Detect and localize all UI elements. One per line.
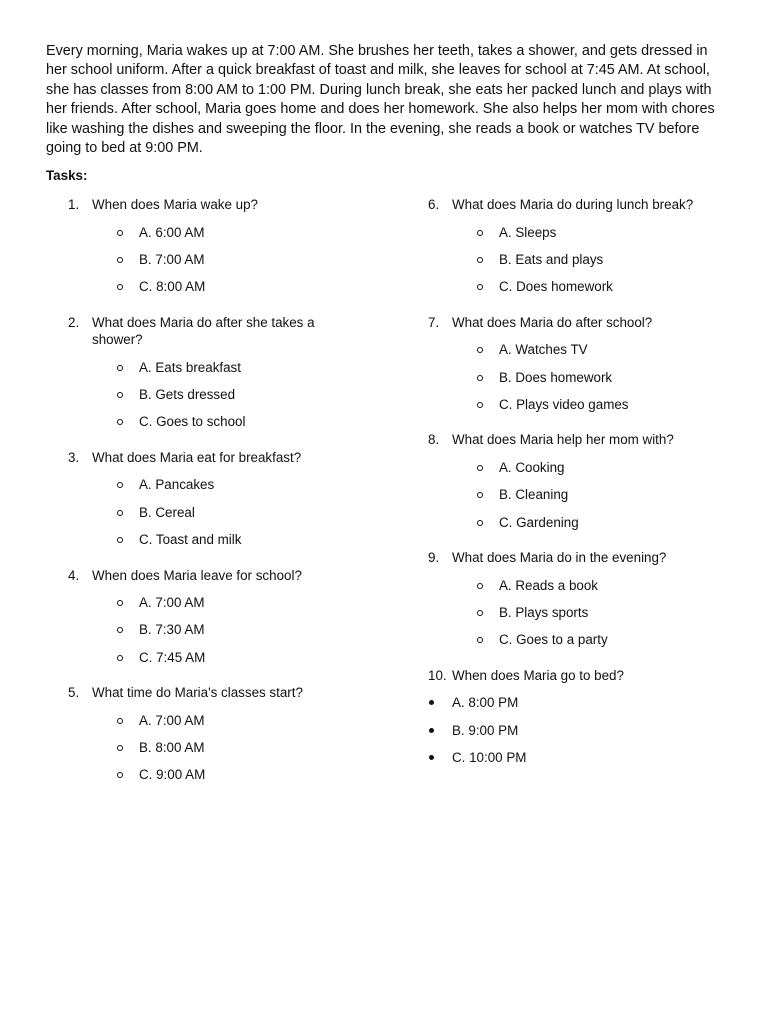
option-text: A. Eats breakfast <box>139 359 241 375</box>
answer-option <box>68 766 348 793</box>
question-text: When does Maria go to bed? <box>452 667 624 683</box>
answer-option <box>68 531 348 558</box>
question-4 <box>68 567 348 585</box>
answer-option <box>428 514 728 541</box>
question-text: What does Maria do in the evening? <box>452 550 667 566</box>
question-2 <box>68 314 348 349</box>
option-text: A. 6:00 AM <box>139 224 205 240</box>
option-text: B. 7:00 AM <box>139 251 205 267</box>
question-text: What does Maria do after she takes a shower? <box>92 314 315 348</box>
answer-option <box>428 278 728 305</box>
answer-option <box>68 413 348 440</box>
option-text: A. Reads a book <box>499 577 599 593</box>
circle-bullet-icon <box>477 465 483 471</box>
option-text: C. 9:00 AM <box>139 767 206 783</box>
answer-option <box>428 396 728 423</box>
circle-bullet-icon <box>117 284 123 290</box>
disc-bullet-icon <box>429 755 434 760</box>
answer-option <box>68 712 348 739</box>
answer-option <box>428 224 728 251</box>
question-7-options <box>428 341 728 423</box>
question-number: 10. <box>428 667 447 683</box>
question-9-options <box>428 577 728 659</box>
questions-column-right <box>428 196 728 784</box>
disc-bullet-icon <box>429 728 434 733</box>
option-text: C. Plays video games <box>499 396 629 412</box>
answer-option <box>68 386 348 413</box>
question-number: 3. <box>68 449 80 465</box>
answer-option <box>68 224 348 251</box>
option-text: B. 7:30 AM <box>139 622 205 638</box>
answer-option <box>68 504 348 531</box>
circle-bullet-icon <box>117 627 123 633</box>
option-text: B. Cereal <box>139 504 195 520</box>
circle-bullet-icon <box>477 284 483 290</box>
answer-option <box>68 251 348 278</box>
answer-option <box>68 649 348 676</box>
question-text: What does Maria eat for breakfast? <box>92 449 302 465</box>
option-text: C. Gardening <box>499 514 579 530</box>
question-text: When does Maria wake up? <box>92 197 258 212</box>
questions-column-left <box>68 196 348 802</box>
circle-bullet-icon <box>117 718 123 724</box>
answer-option <box>68 359 348 386</box>
circle-bullet-icon <box>117 257 123 263</box>
option-text: C. Goes to a party <box>499 632 608 648</box>
answer-option <box>68 739 348 766</box>
answer-option <box>428 341 728 368</box>
option-text: A. 8:00 PM <box>452 695 519 711</box>
question-text: What does Maria help her mom with? <box>452 432 674 448</box>
answer-option <box>428 749 728 776</box>
question-5-options <box>68 712 348 794</box>
question-7 <box>428 314 728 332</box>
answer-option <box>428 251 728 278</box>
question-number: 9. <box>428 550 440 566</box>
option-text: B. 8:00 AM <box>139 740 205 756</box>
circle-bullet-icon <box>477 230 483 236</box>
question-3 <box>68 449 348 467</box>
circle-bullet-icon <box>117 745 123 751</box>
answer-option <box>68 278 348 305</box>
option-text: B. 9:00 PM <box>452 722 519 738</box>
question-10 <box>428 667 728 685</box>
question-number: 2. <box>68 314 80 330</box>
circle-bullet-icon <box>477 402 483 408</box>
option-text: C. Goes to school <box>139 414 246 430</box>
option-text: A. Cooking <box>499 459 565 475</box>
circle-bullet-icon <box>117 537 123 543</box>
reading-passage: Every morning, Maria wakes up at 7:00 AM. She brushes her teeth, takes a shower, and gets dressed in her school uniform. After a quick breakfast of toast and milk, she leaves for school at 7:45 AM. At school, she has classes from 8:00 AM to 1:00 PM. During lunch break, she eats her packed lunch and plays with her friends. After school, Maria goes home and does her homework. She also helps her mom with chores like washing the dishes and sweeping the floor. In the evening, she reads a book or watches TV before going to bed at 9:00 PM. <box>46 43 715 157</box>
option-text: C. Does homework <box>499 279 613 295</box>
option-text: A. Pancakes <box>139 477 215 493</box>
question-number: 5. <box>68 685 80 701</box>
question-8-options <box>428 459 728 541</box>
question-text: What time do Maria's classes start? <box>92 685 303 701</box>
circle-bullet-icon <box>477 347 483 353</box>
option-text: A. 7:00 AM <box>139 712 205 728</box>
question-number: 1. <box>68 197 80 212</box>
question-number: 4. <box>68 567 80 583</box>
question-text: When does Maria leave for school? <box>92 567 302 583</box>
circle-bullet-icon <box>477 637 483 643</box>
question-6-options <box>428 224 728 306</box>
question-number: 7. <box>428 314 440 330</box>
circle-bullet-icon <box>117 230 123 236</box>
circle-bullet-icon <box>477 257 483 263</box>
answer-option <box>68 621 348 648</box>
question-1 <box>68 196 348 214</box>
circle-bullet-icon <box>477 520 483 526</box>
question-6 <box>428 196 728 214</box>
answer-option <box>428 459 728 486</box>
option-text: B. Does homework <box>499 369 613 385</box>
circle-bullet-icon <box>117 365 123 371</box>
question-2-options <box>68 359 348 441</box>
circle-bullet-icon <box>117 419 123 425</box>
question-number: 6. <box>428 197 440 212</box>
option-text: B. Eats and plays <box>499 251 604 267</box>
question-4-options <box>68 594 348 676</box>
question-10-options <box>428 694 728 776</box>
option-text: B. Plays sports <box>499 604 589 620</box>
answer-option <box>428 631 728 658</box>
question-text: What does Maria do during lunch break? <box>452 197 694 212</box>
circle-bullet-icon <box>117 772 123 778</box>
circle-bullet-icon <box>117 392 123 398</box>
question-9 <box>428 549 728 567</box>
tasks-heading: Tasks: <box>46 168 88 183</box>
circle-bullet-icon <box>477 375 483 381</box>
question-text: What does Maria do after school? <box>452 314 653 330</box>
answer-option <box>428 369 728 396</box>
circle-bullet-icon <box>117 510 123 516</box>
circle-bullet-icon <box>477 492 483 498</box>
circle-bullet-icon <box>117 655 123 661</box>
disc-bullet-icon <box>429 700 434 705</box>
circle-bullet-icon <box>477 583 483 589</box>
question-number: 8. <box>428 432 440 448</box>
question-3-options <box>68 476 348 558</box>
option-text: C. 8:00 AM <box>139 279 206 295</box>
option-text: A. 7:00 AM <box>139 595 205 611</box>
option-text: C. 7:45 AM <box>139 649 206 665</box>
circle-bullet-icon <box>477 610 483 616</box>
option-text: B. Cleaning <box>499 487 569 503</box>
option-text: A. Sleeps <box>499 224 557 240</box>
question-5 <box>68 684 348 702</box>
option-text: C. 10:00 PM <box>452 749 527 765</box>
answer-option <box>428 694 728 721</box>
option-text: C. Toast and milk <box>139 532 242 548</box>
circle-bullet-icon <box>117 482 123 488</box>
option-text: B. Gets dressed <box>139 387 236 403</box>
option-text: A. Watches TV <box>499 342 588 358</box>
question-8 <box>428 431 728 449</box>
answer-option <box>68 476 348 503</box>
question-1-options <box>68 224 348 306</box>
answer-option <box>428 722 728 749</box>
answer-option <box>428 577 728 604</box>
circle-bullet-icon <box>117 600 123 606</box>
answer-option <box>428 486 728 513</box>
answer-option <box>68 594 348 621</box>
answer-option <box>428 604 728 631</box>
